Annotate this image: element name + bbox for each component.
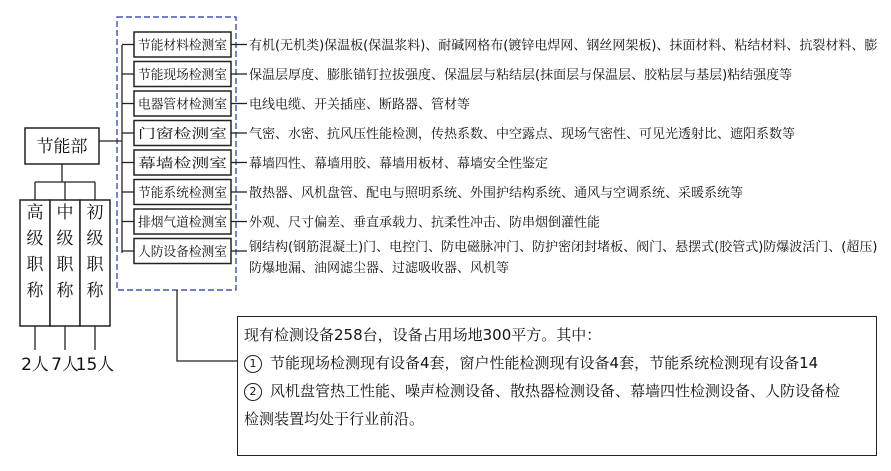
department-name: 节能部 — [36, 137, 88, 157]
equipment-info-box — [237, 316, 877, 456]
info-connector — [177, 290, 237, 361]
title-label: 初级职称 — [86, 203, 104, 301]
lab-description: 散热器、风机盘管、配电与照明系统、外围护结构系统、通风与空调系统、采暖系统等 — [249, 186, 744, 201]
lab-row — [122, 180, 743, 205]
title-count: 15人 — [75, 355, 115, 375]
lab-name: 排烟气道检测室 — [138, 215, 230, 231]
lab-description: 有机(无机类)保温板(保温浆料)、耐碱网格布(镀锌电焊网、钢丝网架板)、抹面材料、粘结材料、抗裂材料、膨 — [249, 38, 878, 54]
lab-row — [122, 121, 795, 146]
lab-description-continued: 防爆地漏、油网滤尘器、过滤吸收器、风机等 — [249, 261, 510, 276]
lab-row — [122, 32, 877, 57]
lab-row — [122, 91, 470, 116]
title-count: 2人 — [21, 355, 49, 375]
info-summary: 现有检测设备258台，设备占用场地300平方。其中： — [244, 326, 602, 344]
lab-description: 钢结构(钢筋混凝土)门、电控门、防电磁脉冲门、防护密闭封堵板、阀门、悬摆式(胶管式)防爆波活门、(超压) — [249, 240, 878, 255]
lab-name: 人防设备检测室 — [138, 245, 230, 260]
info-conclusion: 检测装置均处于行业前沿。 — [244, 410, 425, 428]
lab-row — [122, 239, 877, 277]
lab-description: 保温层厚度、膨胀锚钉拉拔强度、保温层与粘结层(抹面层与保温层、胶粘层与基层)粘结强度等 — [249, 68, 793, 83]
title-column — [76, 200, 115, 375]
title-column — [20, 200, 50, 375]
title-boxes — [20, 200, 114, 375]
lab-name: 门窗检测室 — [138, 127, 204, 142]
lab-description: 电线电缆、开关插座、断路器、管材等 — [249, 97, 471, 113]
lab-row — [122, 150, 548, 175]
title-count: 7人 — [51, 355, 79, 375]
circled-number-2: 2 — [244, 383, 262, 401]
lab-row — [122, 62, 792, 87]
info-item-2: 2 风机盘管热工性能、噪声检测设备、散热器检测设备、幕墙四性检测设备、人防设备检 — [244, 377, 870, 405]
lab-list — [122, 32, 877, 276]
lab-row — [122, 209, 600, 234]
lab-name: 节能材料检测室 — [138, 38, 230, 54]
lab-description: 气密、水密、抗风压性能检测，传热系数、中空露点、现场气密性、可见光透射比、遮阳系数等 — [249, 127, 796, 142]
lab-name: 电器管材检测室 — [138, 97, 230, 113]
circled-number-1: 1 — [244, 355, 262, 373]
lab-description: 幕墙四性、幕墙用胶、幕墙用板材、幕墙安全性鉴定 — [249, 156, 549, 172]
lab-name: 节能系统检测室 — [138, 186, 230, 201]
lab-description: 外观、尺寸偏差、垂直承载力、抗柔性冲击、防串烟倒灌性能 — [249, 215, 601, 231]
lab-name: 节能现场检测室 — [138, 68, 230, 83]
lab-name: 幕墙检测室 — [138, 156, 204, 172]
title-connectors — [35, 164, 95, 200]
info-item-1: 1 节能现场检测现有设备4套，窗户性能检测现有设备4套，节能系统检测现有设备14 — [244, 349, 870, 377]
title-label: 高级职称 — [26, 203, 44, 301]
title-column — [50, 200, 80, 375]
title-label: 中级职称 — [56, 203, 74, 301]
